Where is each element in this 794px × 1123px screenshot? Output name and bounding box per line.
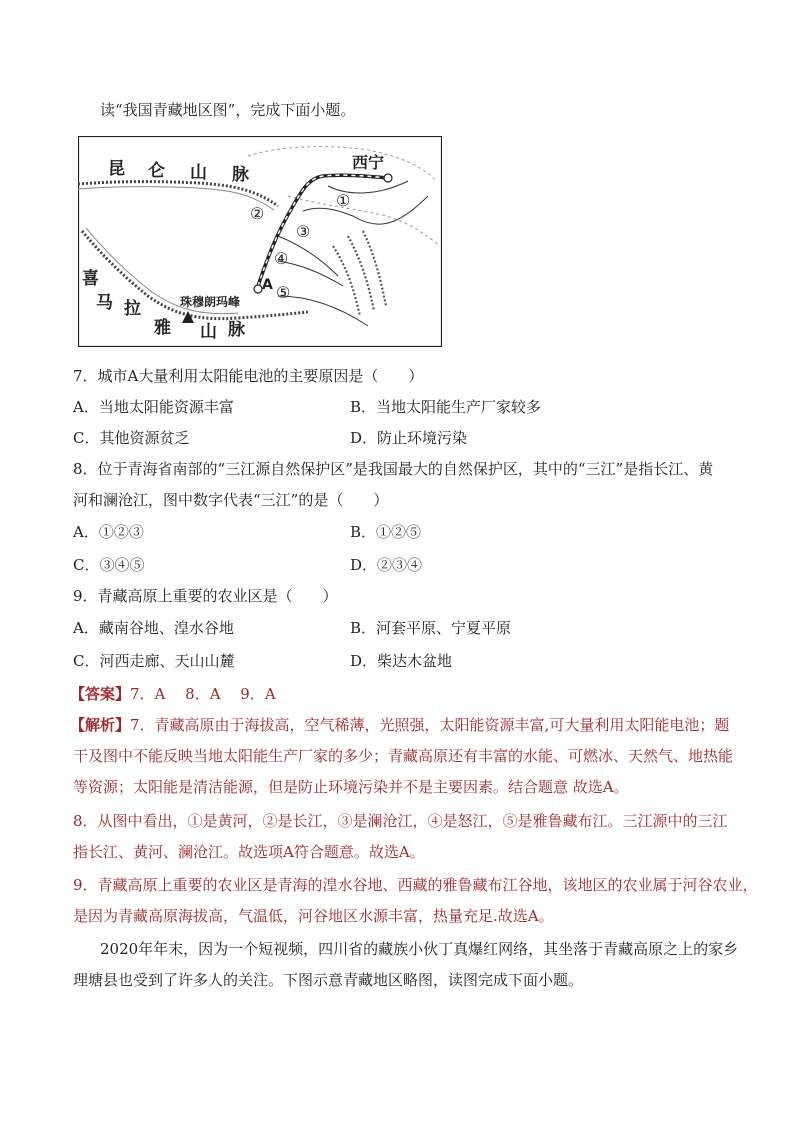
river-label-2: ② xyxy=(250,204,265,223)
kunlun-char-1: 昆 xyxy=(108,159,125,179)
river-label-1: ① xyxy=(336,191,351,210)
intro-text: 读“我国青藏地区图”，完成下面小题。 xyxy=(100,101,356,119)
xining-marker xyxy=(384,174,392,182)
analysis-text-1: 7．青藏高原由于海拔高，空气稀薄，光照强，太阳能资源丰富,可大量利用太阳能电池；题 xyxy=(130,716,730,734)
answer-text: 7．A 8．A 9．A xyxy=(130,685,276,703)
river-label-4: ④ xyxy=(274,249,289,268)
q8-stem-line-2: 河和澜沧江，图中数字代表“三江”的是（ ） xyxy=(73,491,389,509)
analysis-line-6: 9．青藏高原上重要的农业区是青海的湟水谷地、西藏的雅鲁藏布江谷地，该地区的农业属于河谷农业， xyxy=(73,876,758,894)
analysis-line-2: 干及图中不能反映当地太阳能生产厂家的多少；青藏高原还有丰富的水能、可燃冰、天然气、地热能 xyxy=(73,747,734,765)
q8-option-a: A．①②③ xyxy=(73,523,144,541)
everest-label: 珠穆朗玛峰 xyxy=(180,295,241,309)
qinghai-tibet-map xyxy=(78,136,442,347)
himalaya-char-6: 脉 xyxy=(228,320,245,340)
q7-stem: 7．城市A大量利用太阳能电池的主要原因是（ ） xyxy=(73,367,424,385)
kunlun-char-3: 山 xyxy=(190,163,207,183)
q7-option-b: B．当地太阳能生产厂家较多 xyxy=(350,398,542,416)
analysis-line-5: 指长江、黄河、澜沧江。故选项A符合题意。故选A。 xyxy=(73,843,425,861)
q9-option-b: B．河套平原、宁夏平原 xyxy=(350,619,512,637)
himalaya-char-5: 山 xyxy=(200,322,217,342)
answer-label: 【答案】 xyxy=(70,685,131,703)
answer-line xyxy=(70,684,276,704)
kunlun-char-4: 脉 xyxy=(232,165,249,185)
analysis-line-7: 是因为青藏高原海拔高，气温低，河谷地区水源丰富，热量充足.故选A。 xyxy=(73,907,554,925)
q7-option-a: A．当地太阳能资源丰富 xyxy=(73,398,234,416)
city-a-label: A xyxy=(262,277,273,293)
q9-stem: 9．青藏高原上重要的农业区是（ ） xyxy=(73,587,338,605)
river-label-5: ⑤ xyxy=(276,283,291,302)
xining-label: 西宁 xyxy=(352,153,385,172)
q7-option-c: C．其他资源贫乏 xyxy=(73,429,190,447)
himalaya-char-4: 雅 xyxy=(154,318,171,338)
q8-option-b: B．①②⑤ xyxy=(350,523,422,541)
river-label-3: ③ xyxy=(296,222,311,241)
analysis-line-3: 等资源；太阳能是清洁能源，但是防止环境污染并不是主要因素。结合题意 故选A。 xyxy=(73,778,629,796)
himalaya-char-2: 马 xyxy=(96,293,113,313)
q8-option-c: C．③④⑤ xyxy=(73,556,145,574)
city-a-marker xyxy=(254,285,262,293)
q9-option-d: D．柴达木盆地 xyxy=(350,652,453,670)
next-intro-line-1: 2020年年末，因为一个短视频，四川省的藏族小伙丁真爆红网络，其坐落于青藏高原之上的家乡 xyxy=(100,940,739,958)
kunlun-char-2: 仑 xyxy=(148,161,165,181)
himalaya-char-3: 拉 xyxy=(124,299,141,319)
himalaya-char-1: 喜 xyxy=(82,269,99,289)
q8-option-d: D．②③④ xyxy=(350,556,423,574)
next-intro-line-2: 理塘县也受到了许多人的关注。下图示意青藏地区略图，读图完成下面小题。 xyxy=(73,971,584,989)
q7-option-d: D．防止环境污染 xyxy=(350,429,468,447)
analysis-label: 【解析】 xyxy=(70,716,131,734)
analysis-line-1 xyxy=(70,715,729,735)
analysis-line-4: 8．从图中看出，①是黄河，②是长江，③是澜沧江，④是怒江，⑤是雅鲁藏布江。三江源中的三江 xyxy=(73,812,728,830)
q9-option-a: A．藏南谷地、湟水谷地 xyxy=(73,619,234,637)
q8-stem-line-1: 8．位于青海省南部的“三江源自然保护区”是我国最大的自然保护区，其中的“三江”是指长江、黄 xyxy=(73,460,714,478)
q9-option-c: C．河西走廊、天山山麓 xyxy=(73,652,235,670)
